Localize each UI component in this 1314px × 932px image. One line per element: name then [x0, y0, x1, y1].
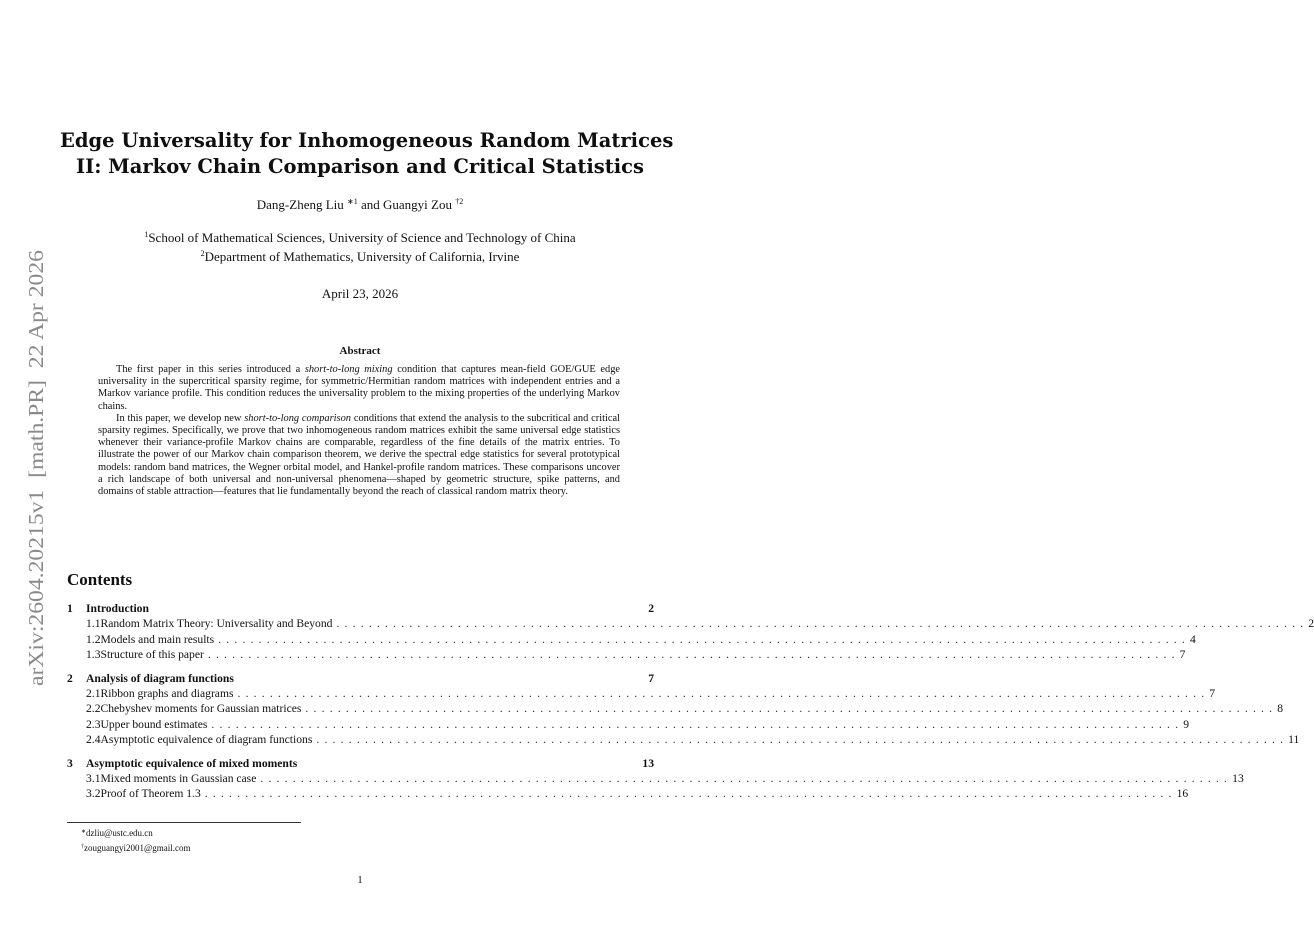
toc-section-page: 13: [642, 756, 654, 770]
abstract-p1-emphasis: short-to-long mixing: [304, 364, 393, 375]
toc-dot-leader: ........................................................................................................................: [218, 632, 1190, 646]
author-2: Guangyi Zou: [383, 197, 452, 212]
author-2-mark: †2: [455, 197, 464, 206]
footnote-2: [81, 840, 191, 855]
toc-dot-leader: ........................................................................................................................: [237, 686, 1210, 700]
abstract-paragraph-2: [98, 413, 620, 498]
author-1-mark: ∗1: [347, 197, 358, 206]
toc-section-page: 2: [648, 602, 654, 615]
paper-date: April 23, 2026: [321, 286, 399, 301]
toc-subsection-title: Mixed moments in Gaussian case: [100, 771, 257, 785]
toc-section-3[interactable]: [67, 757, 654, 772]
toc-subsection-page: 7: [1209, 686, 1216, 700]
title-line-2: II: Markov Chain Comparison and Critical Statistics: [75, 155, 645, 178]
footnote-2-mark: †: [81, 844, 84, 850]
arxiv-watermark-text: arXiv:2604.20215v1 [math.PR] 22 Apr 2026: [24, 289, 48, 686]
toc-subsection-3-2[interactable]: [67, 787, 1189, 802]
toc-subsection-page: 2: [1308, 617, 1314, 631]
toc-gap: [67, 664, 654, 672]
toc-subsection-title: Upper bound estimates: [100, 717, 208, 731]
toc-subsection-page: 11: [1288, 733, 1300, 747]
toc-subsection-number: 2.3: [86, 717, 101, 731]
toc-dot-leader: ........................................................................................................................: [211, 717, 1184, 731]
toc-subsection-page: 4: [1189, 632, 1196, 646]
toc-subsection-title: Random Matrix Theory: Universality and Beyond: [100, 617, 333, 631]
toc-section-1[interactable]: [67, 602, 654, 617]
toc-subsection-1-3[interactable]: [67, 648, 1186, 663]
affiliation-1-mark: 1: [144, 230, 149, 239]
toc-subsection-1-2[interactable]: [67, 632, 1196, 648]
toc-subsection-page: 7: [1179, 648, 1186, 662]
toc-subsection-number: 3.2: [86, 787, 101, 801]
toc-dot-leader: ........................................................................................................................: [336, 617, 1309, 631]
toc-section-title: Analysis of diagram functions: [86, 671, 234, 685]
toc-subsection-2-4[interactable]: [67, 733, 1300, 748]
paper-title: [60, 128, 674, 180]
affiliation-2-mark: 2: [200, 249, 205, 258]
abstract-p2-emphasis: short-to-long comparison: [244, 412, 351, 424]
table-of-contents: [67, 602, 1314, 803]
toc-dot-leader: ........................................................................................................................: [207, 648, 1180, 662]
toc-dot-leader: ........................................................................................................................: [305, 702, 1278, 716]
toc-subsection-title: Models and main results: [100, 632, 215, 646]
toc-section-number: 2: [67, 671, 73, 685]
abstract-p2-text-a: In this paper, we develop new: [116, 412, 245, 424]
footnotes: [81, 825, 191, 855]
author-line: [60, 197, 660, 213]
toc-section-title: Introduction: [86, 602, 149, 615]
toc-dot-leader: ........................................................................................................................: [204, 787, 1177, 801]
abstract-p1-text-b: condition that captures mean-field GOE/GUE edge universality in the supercritical sparsity regime, for symmetric/Hermitian random matrices with independent entries and a Markov variance profile. This condition reduces the universality problem to the mixing properties of the underlying Markov chains.: [98, 364, 621, 412]
toc-subsection-number: 2.4: [86, 733, 101, 747]
abstract-heading: Abstract: [339, 345, 381, 357]
abstract-p1-text-a: The first paper in this series introduced a: [116, 364, 305, 375]
toc-subsection-title: Proof of Theorem 1.3: [100, 787, 201, 801]
toc-subsection-number: 1.2: [86, 632, 101, 646]
toc-subsection-number: 2.2: [86, 702, 101, 716]
footnote-1: [81, 825, 191, 840]
toc-subsection-2-3[interactable]: [67, 717, 1190, 733]
toc-subsection-page: 9: [1183, 717, 1190, 731]
arxiv-watermark: [8, 246, 58, 690]
footnote-1-email[interactable]: dzliu@ustc.edu.cn: [86, 828, 153, 838]
toc-subsection-page: 13: [1232, 771, 1244, 785]
affiliations: [60, 227, 660, 265]
toc-gap: [67, 749, 654, 757]
toc-subsection-2-1[interactable]: [67, 686, 1216, 702]
abstract-paragraph-1: [98, 364, 620, 413]
abstract-p2-text-b: conditions that extend the analysis to the subcritical and critical sparsity regimes. Specifically, we prove that two inhomogeneous random matrices exhibit the same universal edge statistics whenever their variance-profile Markov chains are comparable, regardless of the fine details of the matrix entries. To illustrate the power of our Markov chain comparison theorem, we derive the spectral edge statistics for several prototypical models: random band matrices, the Wegner orbital model, and Hankel-profile random matrices. These comparisons uncover a rich landscape of both universal and non-universal phenomena—shaped by geometric structure, spike patterns, and domains of stable attraction—features that lie fundamentally beyond the reach of classical random matrix theory.: [98, 412, 620, 498]
toc-subsection-title: Asymptotic equivalence of diagram functions: [100, 733, 313, 747]
toc-section-title: Asymptotic equivalence of mixed moments: [86, 756, 298, 770]
toc-subsection-number: 2.1: [86, 686, 101, 700]
toc-section-2[interactable]: [67, 672, 654, 687]
contents-heading: Contents: [67, 570, 133, 589]
toc-subsection-1-1[interactable]: [67, 617, 1314, 632]
toc-subsection-2-2[interactable]: [67, 702, 1284, 717]
toc-section-page: 7: [648, 671, 654, 685]
toc-subsection-number: 1.3: [86, 648, 101, 662]
toc-dot-leader: ........................................................................................................................: [316, 733, 1289, 747]
abstract-body: [98, 364, 620, 498]
title-line-1: Edge Universality for Inhomogeneous Random Matrices: [60, 129, 674, 152]
affiliation-1-text: School of Mathematical Sciences, University of Science and Technology of China: [148, 230, 576, 245]
affiliation-2: [60, 246, 660, 265]
toc-section-number: 1: [67, 602, 73, 615]
page-number: 1: [357, 874, 363, 886]
author-1: Dang-Zheng Liu: [256, 197, 344, 212]
toc-subsection-page: 16: [1176, 787, 1189, 801]
toc-subsection-title: Ribbon graphs and diagrams: [100, 686, 234, 700]
toc-subsection-number: 1.1: [86, 617, 101, 631]
toc-subsection-title: Chebyshev moments for Gaussian matrices: [100, 702, 302, 716]
affiliation-1: [60, 227, 660, 246]
toc-subsection-page: 8: [1277, 702, 1284, 716]
footnote-1-mark: ∗: [81, 829, 87, 835]
toc-section-number: 3: [67, 756, 73, 770]
toc-subsection-3-1[interactable]: [67, 771, 1244, 787]
author-conjunction: and: [360, 197, 380, 212]
toc-dot-leader: ........................................................................................................................: [260, 771, 1233, 785]
footnote-rule: [67, 822, 301, 823]
toc-subsection-number: 3.1: [86, 771, 101, 785]
toc-subsection-title: Structure of this paper: [100, 648, 204, 662]
footnote-2-email[interactable]: zouguangyi2001@gmail.com: [84, 843, 191, 853]
affiliation-2-text: Department of Mathematics, University of California, Irvine: [204, 249, 520, 264]
